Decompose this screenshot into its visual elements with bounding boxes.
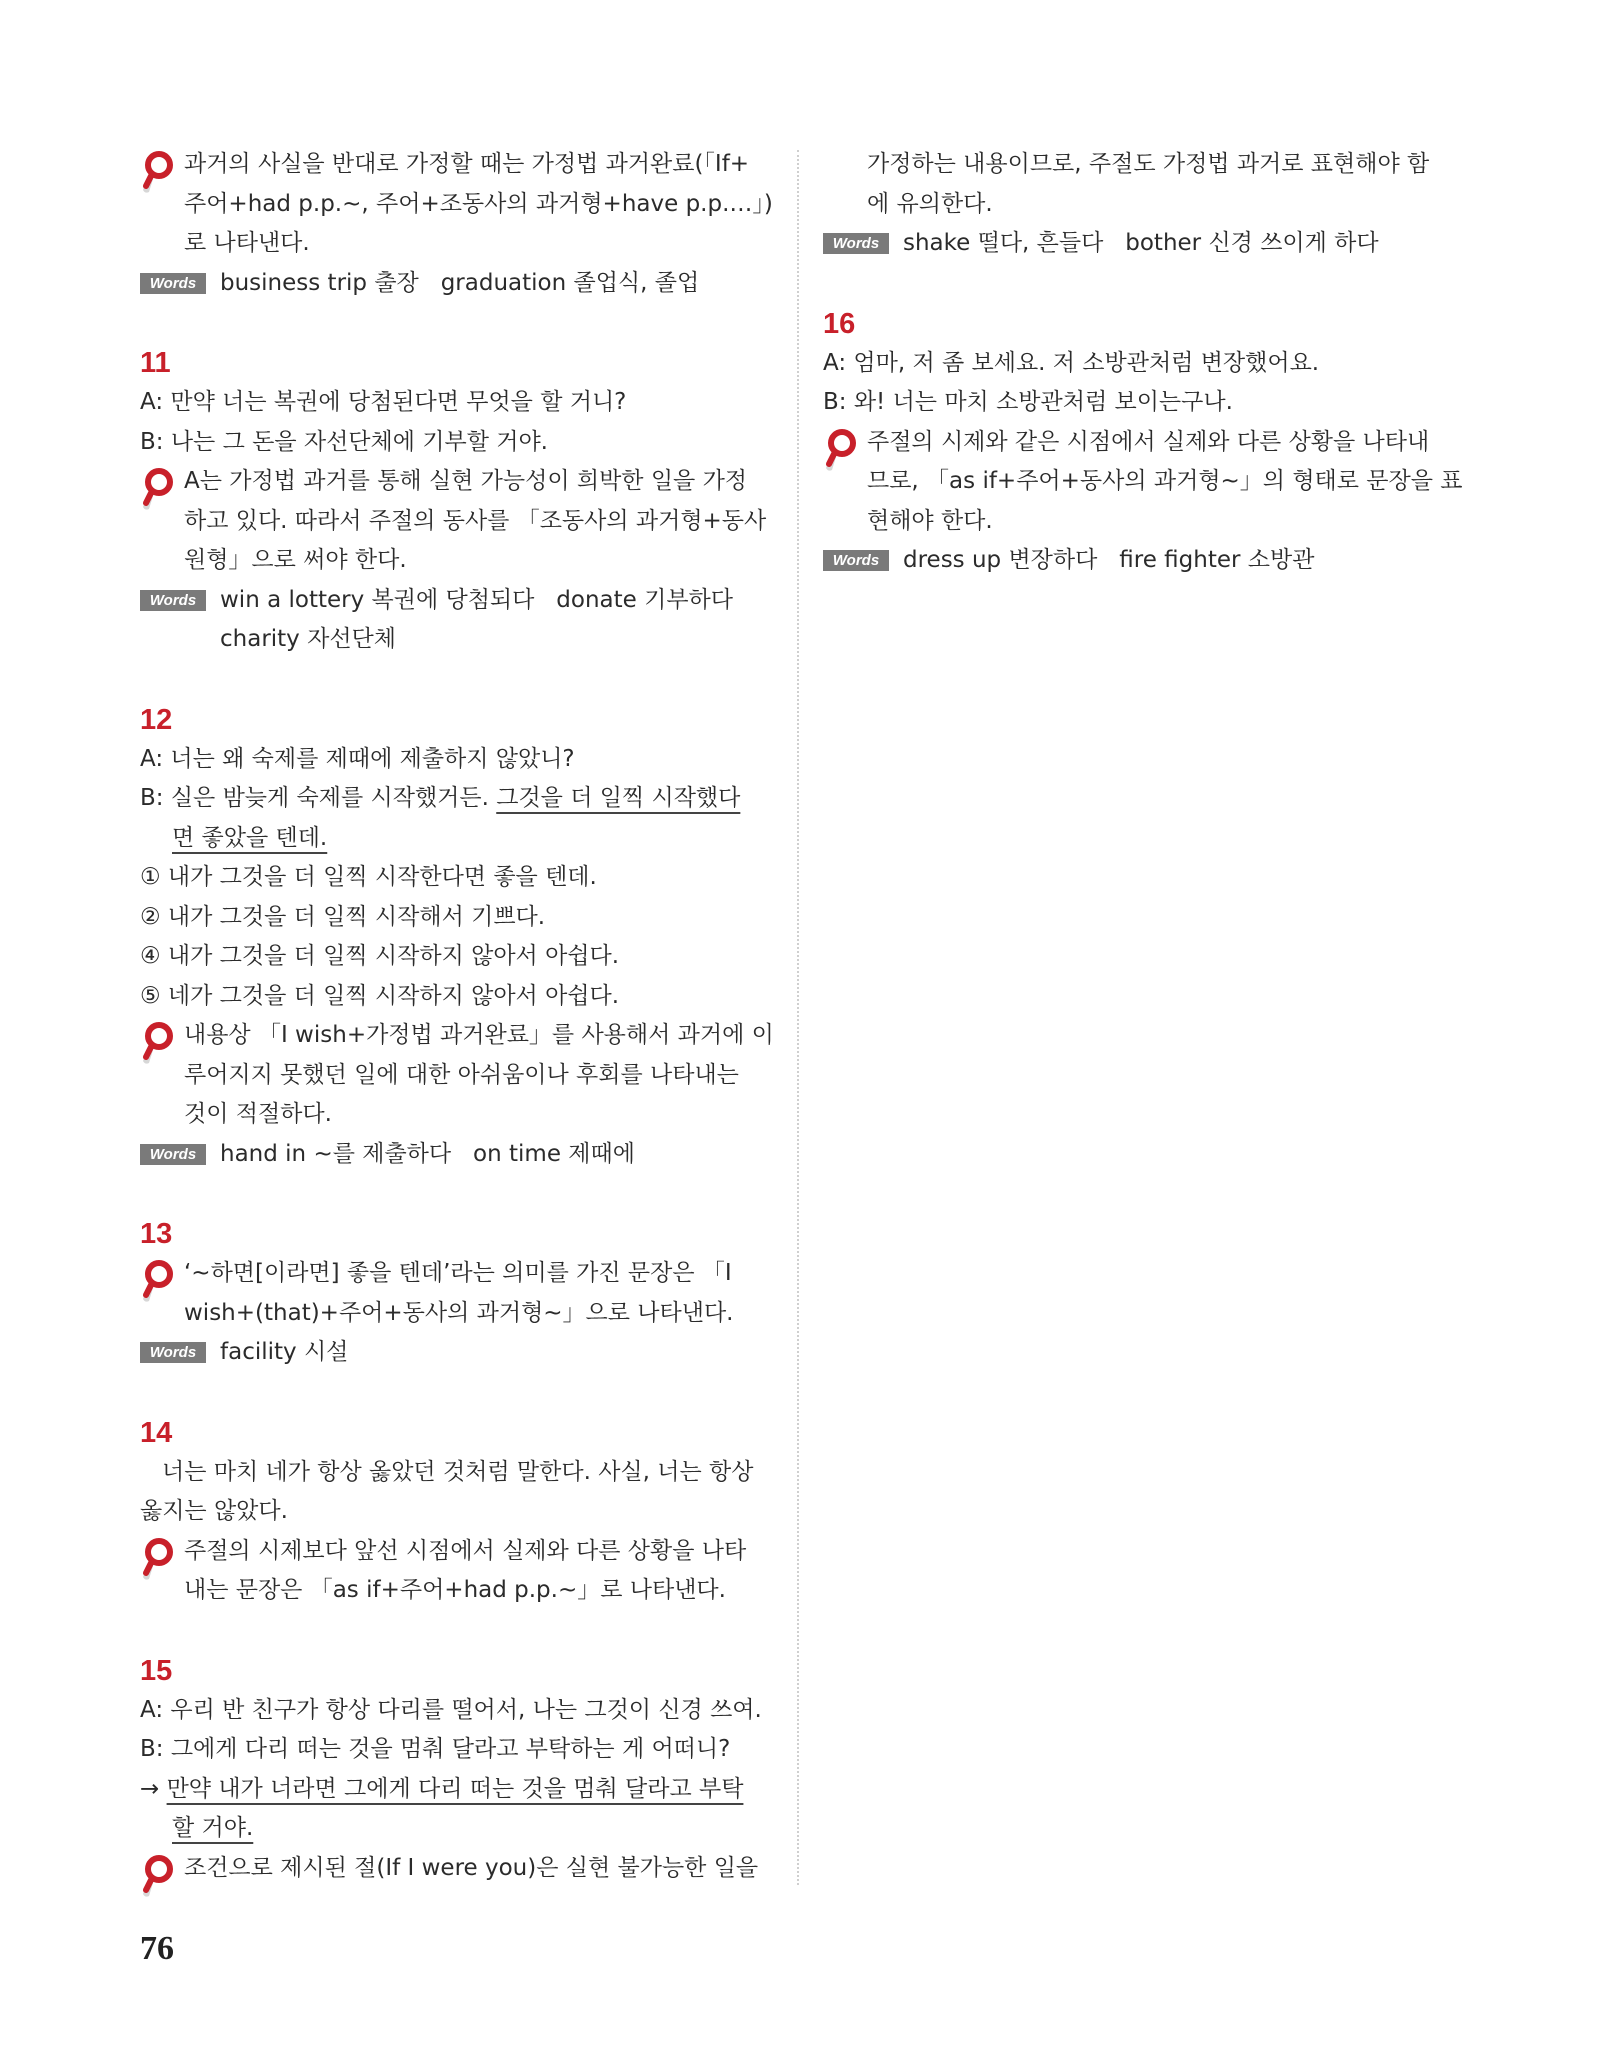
dialogue-b: B: 와! 너는 마치 소방관처럼 보이는구나. [823, 389, 1233, 415]
question-number: 11 [140, 347, 171, 379]
words-row [140, 264, 780, 304]
words-text: win a lottery 복권에 당첨되다 donate 기부하다 [220, 586, 733, 613]
option: ④ 내가 그것을 더 일찍 시작하지 않아서 아쉽다. [140, 943, 620, 969]
dialogue-b-cont [140, 819, 780, 859]
hint-block [140, 1849, 780, 1889]
underlined-answer: 만약 내가 너라면 그에게 다리 떠는 것을 멈춰 달라고 부탁 [166, 1775, 744, 1802]
dialogue-a: A: 엄마, 저 좀 보세요. 저 소방관처럼 변장했어요. [823, 349, 1320, 376]
dialogue-a: A: 우리 반 친구가 항상 다리를 떨어서, 나는 그것이 신경 쓰여. [140, 1696, 762, 1723]
hint-line: 조건으로 제시된 절(If I were you)은 실현 불가능한 일을 [184, 1854, 759, 1881]
underlined-answer: 할 거야. [172, 1815, 254, 1841]
words-text: charity 자선단체 [220, 626, 396, 652]
answer-line [140, 1770, 780, 1810]
question-number: 13 [140, 1218, 173, 1250]
question-number: 15 [140, 1654, 173, 1687]
hint-line: 주어+had p.p.~, 주어+조동사의 과거형+have p.p.…」) [184, 190, 773, 217]
magnifier-icon [140, 1854, 174, 1900]
dialogue-b [140, 779, 780, 819]
words-badge: Words [140, 273, 206, 294]
right-column [823, 145, 1463, 581]
hint-line: 에 유의한다. [867, 190, 993, 217]
dialogue-b-text: B: 실은 밤늦게 숙제를 시작했거든. [140, 785, 497, 811]
column-divider [797, 150, 799, 1885]
hint-line: 원형」으로 써야 한다. [184, 547, 407, 573]
hint-line: ‘~하면[이라면] 좋을 텐데’라는 의미를 가진 문장은 「I [184, 1260, 732, 1286]
magnifier-icon [140, 1537, 174, 1583]
hint-line: 로 나타낸다. [184, 230, 310, 256]
words-row [140, 1135, 780, 1175]
page-number: 76 [140, 1930, 174, 1967]
dialogue-a: A: 만약 너는 복권에 당첨된다면 무엇을 할 거니? [140, 389, 627, 415]
dialogue-b: B: 나는 그 돈을 자선단체에 기부할 거야. [140, 428, 548, 455]
hint-block [140, 1254, 780, 1333]
hint-line: wish+(that)+주어+동사의 과거형~」으로 나타낸다. [184, 1299, 734, 1326]
left-column [140, 145, 780, 1888]
magnifier-icon [140, 150, 174, 196]
words-text: shake 떨다, 흔들다 bother 신경 쓰이게 하다 [903, 230, 1379, 256]
option: ① 내가 그것을 더 일찍 시작한다면 좋을 텐데. [140, 864, 597, 890]
words-badge: Words [140, 590, 206, 611]
translation-text: 너는 마치 네가 항상 옳았던 것처럼 말한다. 사실, 너는 항상 [162, 1458, 754, 1485]
answer-line-cont [140, 1809, 780, 1849]
question-number: 12 [140, 703, 173, 736]
hint-block [140, 462, 780, 581]
hint-line: 가정하는 내용이므로, 주절도 가정법 과거로 표현해야 함 [867, 151, 1430, 177]
hint-block [823, 423, 1463, 542]
hint-line: 주절의 시제보다 앞선 시점에서 실제와 다른 상황을 나타 [184, 1537, 747, 1564]
underlined-answer: 그것을 더 일찍 시작했다 [496, 785, 741, 811]
words-text: business trip 출장 graduation 졸업식, 졸업 [220, 269, 700, 296]
arrow: → [140, 1775, 167, 1802]
underlined-answer: 면 좋았을 텐데. [172, 824, 328, 851]
hint-line: 하고 있다. 따라서 주절의 동사를 「조동사의 과거형+동사 [184, 507, 767, 534]
words-row [823, 224, 1453, 264]
hint-line: 것이 적절하다. [184, 1101, 332, 1127]
hint-line: 내는 문장은 「as if+주어+had p.p.~」로 나타낸다. [184, 1577, 726, 1603]
hint-block [823, 145, 1453, 224]
hint-block [140, 145, 780, 264]
option: ② 내가 그것을 더 일찍 시작해서 기쁘다. [140, 903, 546, 930]
words-badge: Words [823, 550, 889, 571]
dialogue-a: A: 너는 왜 숙제를 제때에 제출하지 않았니? [140, 745, 575, 772]
question-number: 16 [823, 307, 856, 340]
question-number: 14 [140, 1416, 173, 1449]
magnifier-icon [823, 428, 857, 474]
hint-line: 루어지지 못했던 일에 대한 아쉬움이나 후회를 나타내는 [184, 1061, 739, 1088]
hint-line: 과거의 사실을 반대로 가정할 때는 가정법 과거완료(「If+ [184, 151, 750, 177]
words-row [140, 1333, 780, 1373]
translation-text: 옳지는 않았다. [140, 1498, 288, 1524]
hint-line: 현해야 한다. [867, 507, 993, 534]
hint-line: A는 가정법 과거를 통해 실현 가능성이 희박한 일을 가정 [184, 468, 748, 494]
hint-line: 내용상 「I wish+가정법 과거완료」를 사용해서 과거에 이 [184, 1022, 774, 1048]
magnifier-icon [140, 1021, 174, 1067]
magnifier-icon [140, 1259, 174, 1305]
words-row [823, 541, 1453, 581]
words-text: hand in ~를 제출하다 on time 제때에 [220, 1140, 635, 1167]
hint-block [140, 1016, 780, 1135]
words-text: facility 시설 [220, 1339, 349, 1365]
words-row [140, 581, 780, 621]
dialogue-b: B: 그에게 다리 떠는 것을 멈춰 달라고 부탁하는 게 어떠니? [140, 1736, 731, 1762]
words-badge: Words [140, 1144, 206, 1165]
hint-line: 주절의 시제와 같은 시점에서 실제와 다른 상황을 나타내 [867, 428, 1430, 455]
words-badge: Words [140, 1342, 206, 1363]
hint-block [140, 1532, 780, 1611]
hint-line: 므로, 「as if+주어+동사의 과거형~」의 형태로 문장을 표 [867, 468, 1463, 494]
words-text: dress up 변장하다 fire fighter 소방관 [903, 547, 1315, 573]
option: ⑤ 네가 그것을 더 일찍 시작하지 않아서 아쉽다. [140, 982, 620, 1009]
magnifier-icon [140, 467, 174, 513]
words-badge: Words [823, 233, 889, 254]
